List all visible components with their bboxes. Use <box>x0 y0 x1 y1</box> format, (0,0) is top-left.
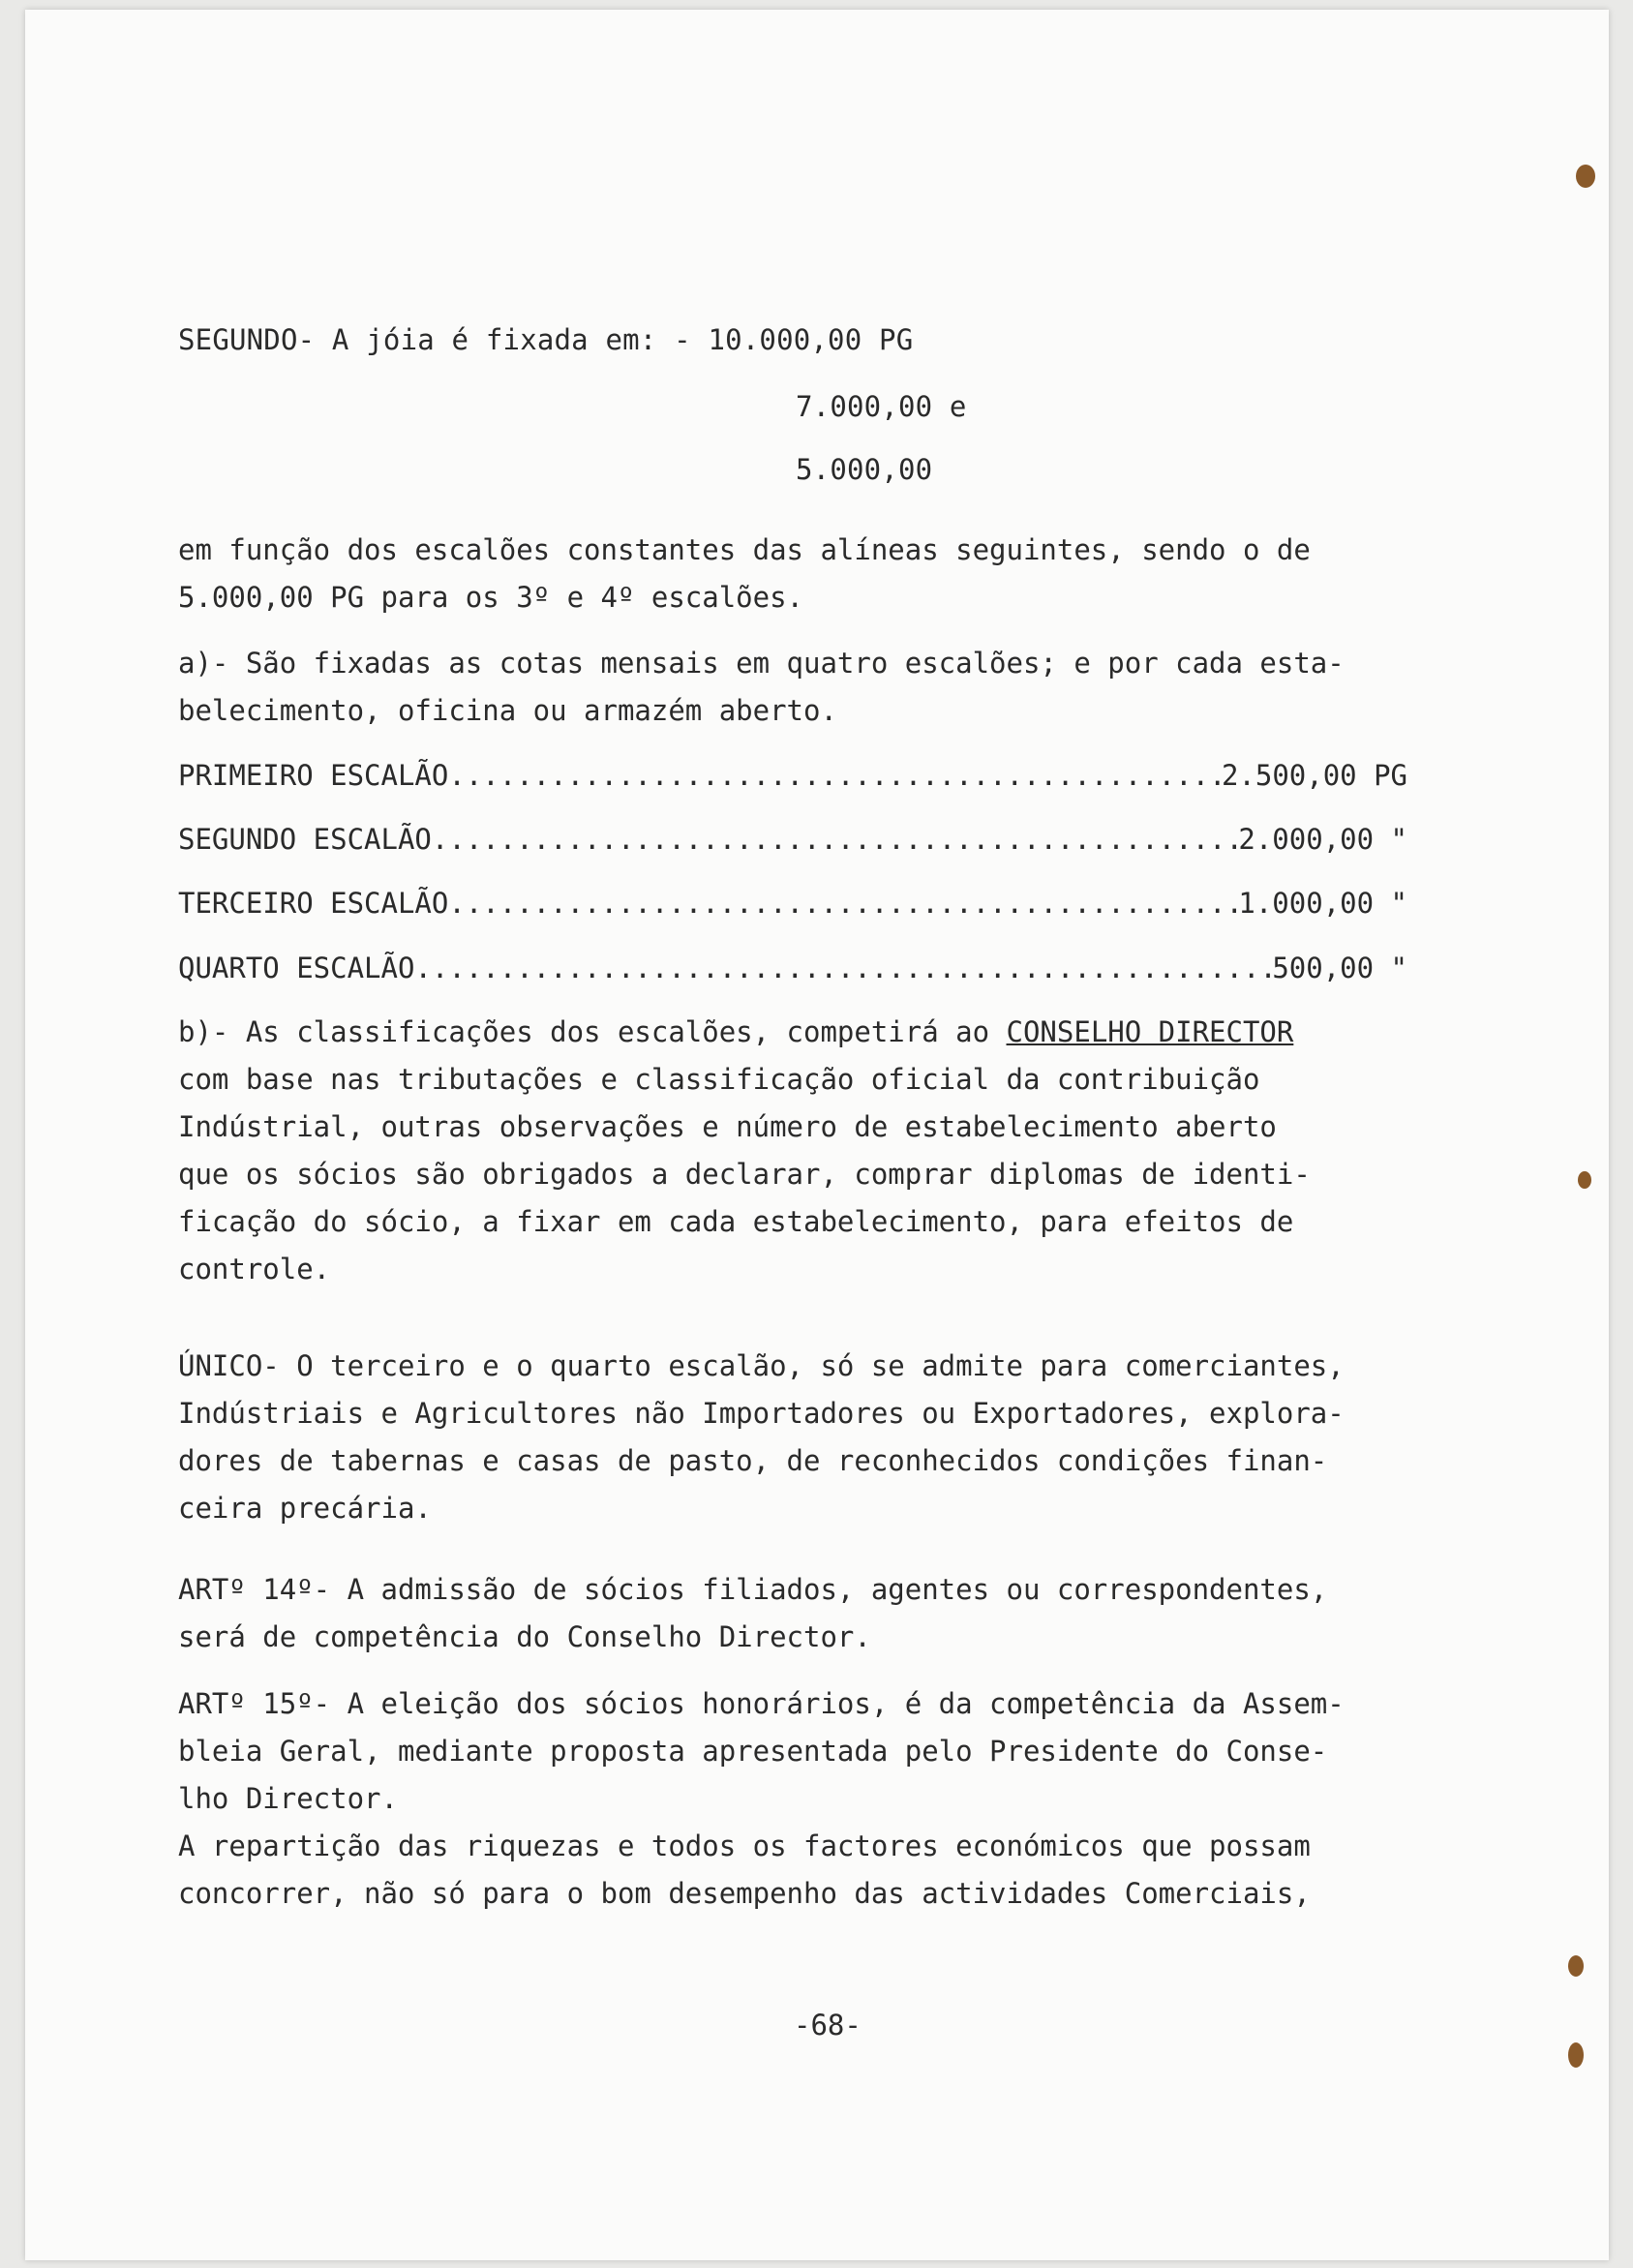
escalao-row <box>178 823 1407 856</box>
item-b-line: que os sócios são obrigados a declarar, comprar diplomas de identi- <box>178 1158 1311 1191</box>
escalao-label: TERCEIRO ESCALÃO <box>178 887 449 920</box>
escalao-label: PRIMEIRO ESCALÃO <box>178 759 449 792</box>
item-b-line <box>178 1015 1293 1048</box>
art14-line: será de competência do Conselho Director. <box>178 1620 871 1653</box>
item-a-line: a)- São fixadas as cotas mensais em quatro escalões; e por cada esta- <box>178 647 1345 680</box>
art15-line: bleia Geral, mediante proposta apresentada pelo Presidente do Conse- <box>178 1735 1328 1768</box>
item-b-line: Indústrial, outras observações e número de estabelecimento aberto <box>178 1110 1277 1143</box>
unico-line: ÚNICO- O terceiro e o quarto escalão, só se admite para comerciantes, <box>178 1349 1345 1382</box>
unico-line: ceira precária. <box>178 1492 432 1525</box>
art14-line: ARTº 14º- A admissão de sócios filiados, agentes ou correspondentes, <box>178 1573 1328 1606</box>
final-line: A repartição das riquezas e todos os factores económicos que possam <box>178 1830 1311 1862</box>
escalao-label: QUARTO ESCALÃO <box>178 952 415 984</box>
punch-hole <box>1576 165 1595 188</box>
item-b-line: ficação do sócio, a fixar em cada estabelecimento, para efeitos de <box>178 1205 1294 1238</box>
escalao-amount: 500,00 " <box>1272 952 1407 984</box>
conselho-director-underlined: CONSELHO DIRECTOR <box>1006 1015 1294 1048</box>
unico-line: Indústriais e Agricultores não Importadores ou Exportadores, explora- <box>178 1397 1345 1430</box>
escalao-amount: 1.000,00 " <box>1238 887 1407 920</box>
escalao-row <box>178 759 1407 792</box>
escalao-row <box>178 887 1407 920</box>
punch-hole <box>1568 1955 1584 1977</box>
item-b-line: controle. <box>178 1253 331 1285</box>
final-line: concorrer, não só para o bom desempenho das actividades Comerciais, <box>178 1877 1311 1910</box>
dot-leader <box>432 823 1238 856</box>
segundo-line: SEGUNDO- A jóia é fixada em: - 10.000,00 PG <box>178 323 914 356</box>
escalao-amount: 2.500,00 PG <box>1221 759 1407 792</box>
segundo-value-3: 5.000,00 <box>796 453 933 486</box>
art15-line: ARTº 15º- A eleição dos sócios honorários, é da competência da Assem- <box>178 1687 1345 1720</box>
art15-line: lho Director. <box>178 1782 398 1815</box>
paragraph-line: em função dos escalões constantes das alíneas seguintes, sendo o de <box>178 533 1311 566</box>
dot-leader <box>448 887 1238 920</box>
escalao-row <box>178 952 1407 984</box>
item-a-line: belecimento, oficina ou armazém aberto. <box>178 694 837 727</box>
paragraph-line: 5.000,00 PG para os 3º e 4º escalões. <box>178 581 804 614</box>
punch-hole <box>1568 2042 1584 2068</box>
dot-leader <box>414 952 1272 984</box>
page-number: -68- <box>794 2009 862 2041</box>
escalao-label: SEGUNDO ESCALÃO <box>178 823 432 856</box>
item-b-prefix: b)- As classificações dos escalões, competirá ao <box>178 1015 1007 1048</box>
unico-line: dores de tabernas e casas de pasto, de reconhecidos condições finan- <box>178 1444 1328 1477</box>
item-b-line: com base nas tributações e classificação oficial da contribuição <box>178 1063 1260 1096</box>
dot-leader <box>448 759 1222 792</box>
escalao-amount: 2.000,00 " <box>1238 823 1407 856</box>
punch-hole <box>1578 1171 1591 1189</box>
segundo-value-2: 7.000,00 e <box>796 390 967 423</box>
